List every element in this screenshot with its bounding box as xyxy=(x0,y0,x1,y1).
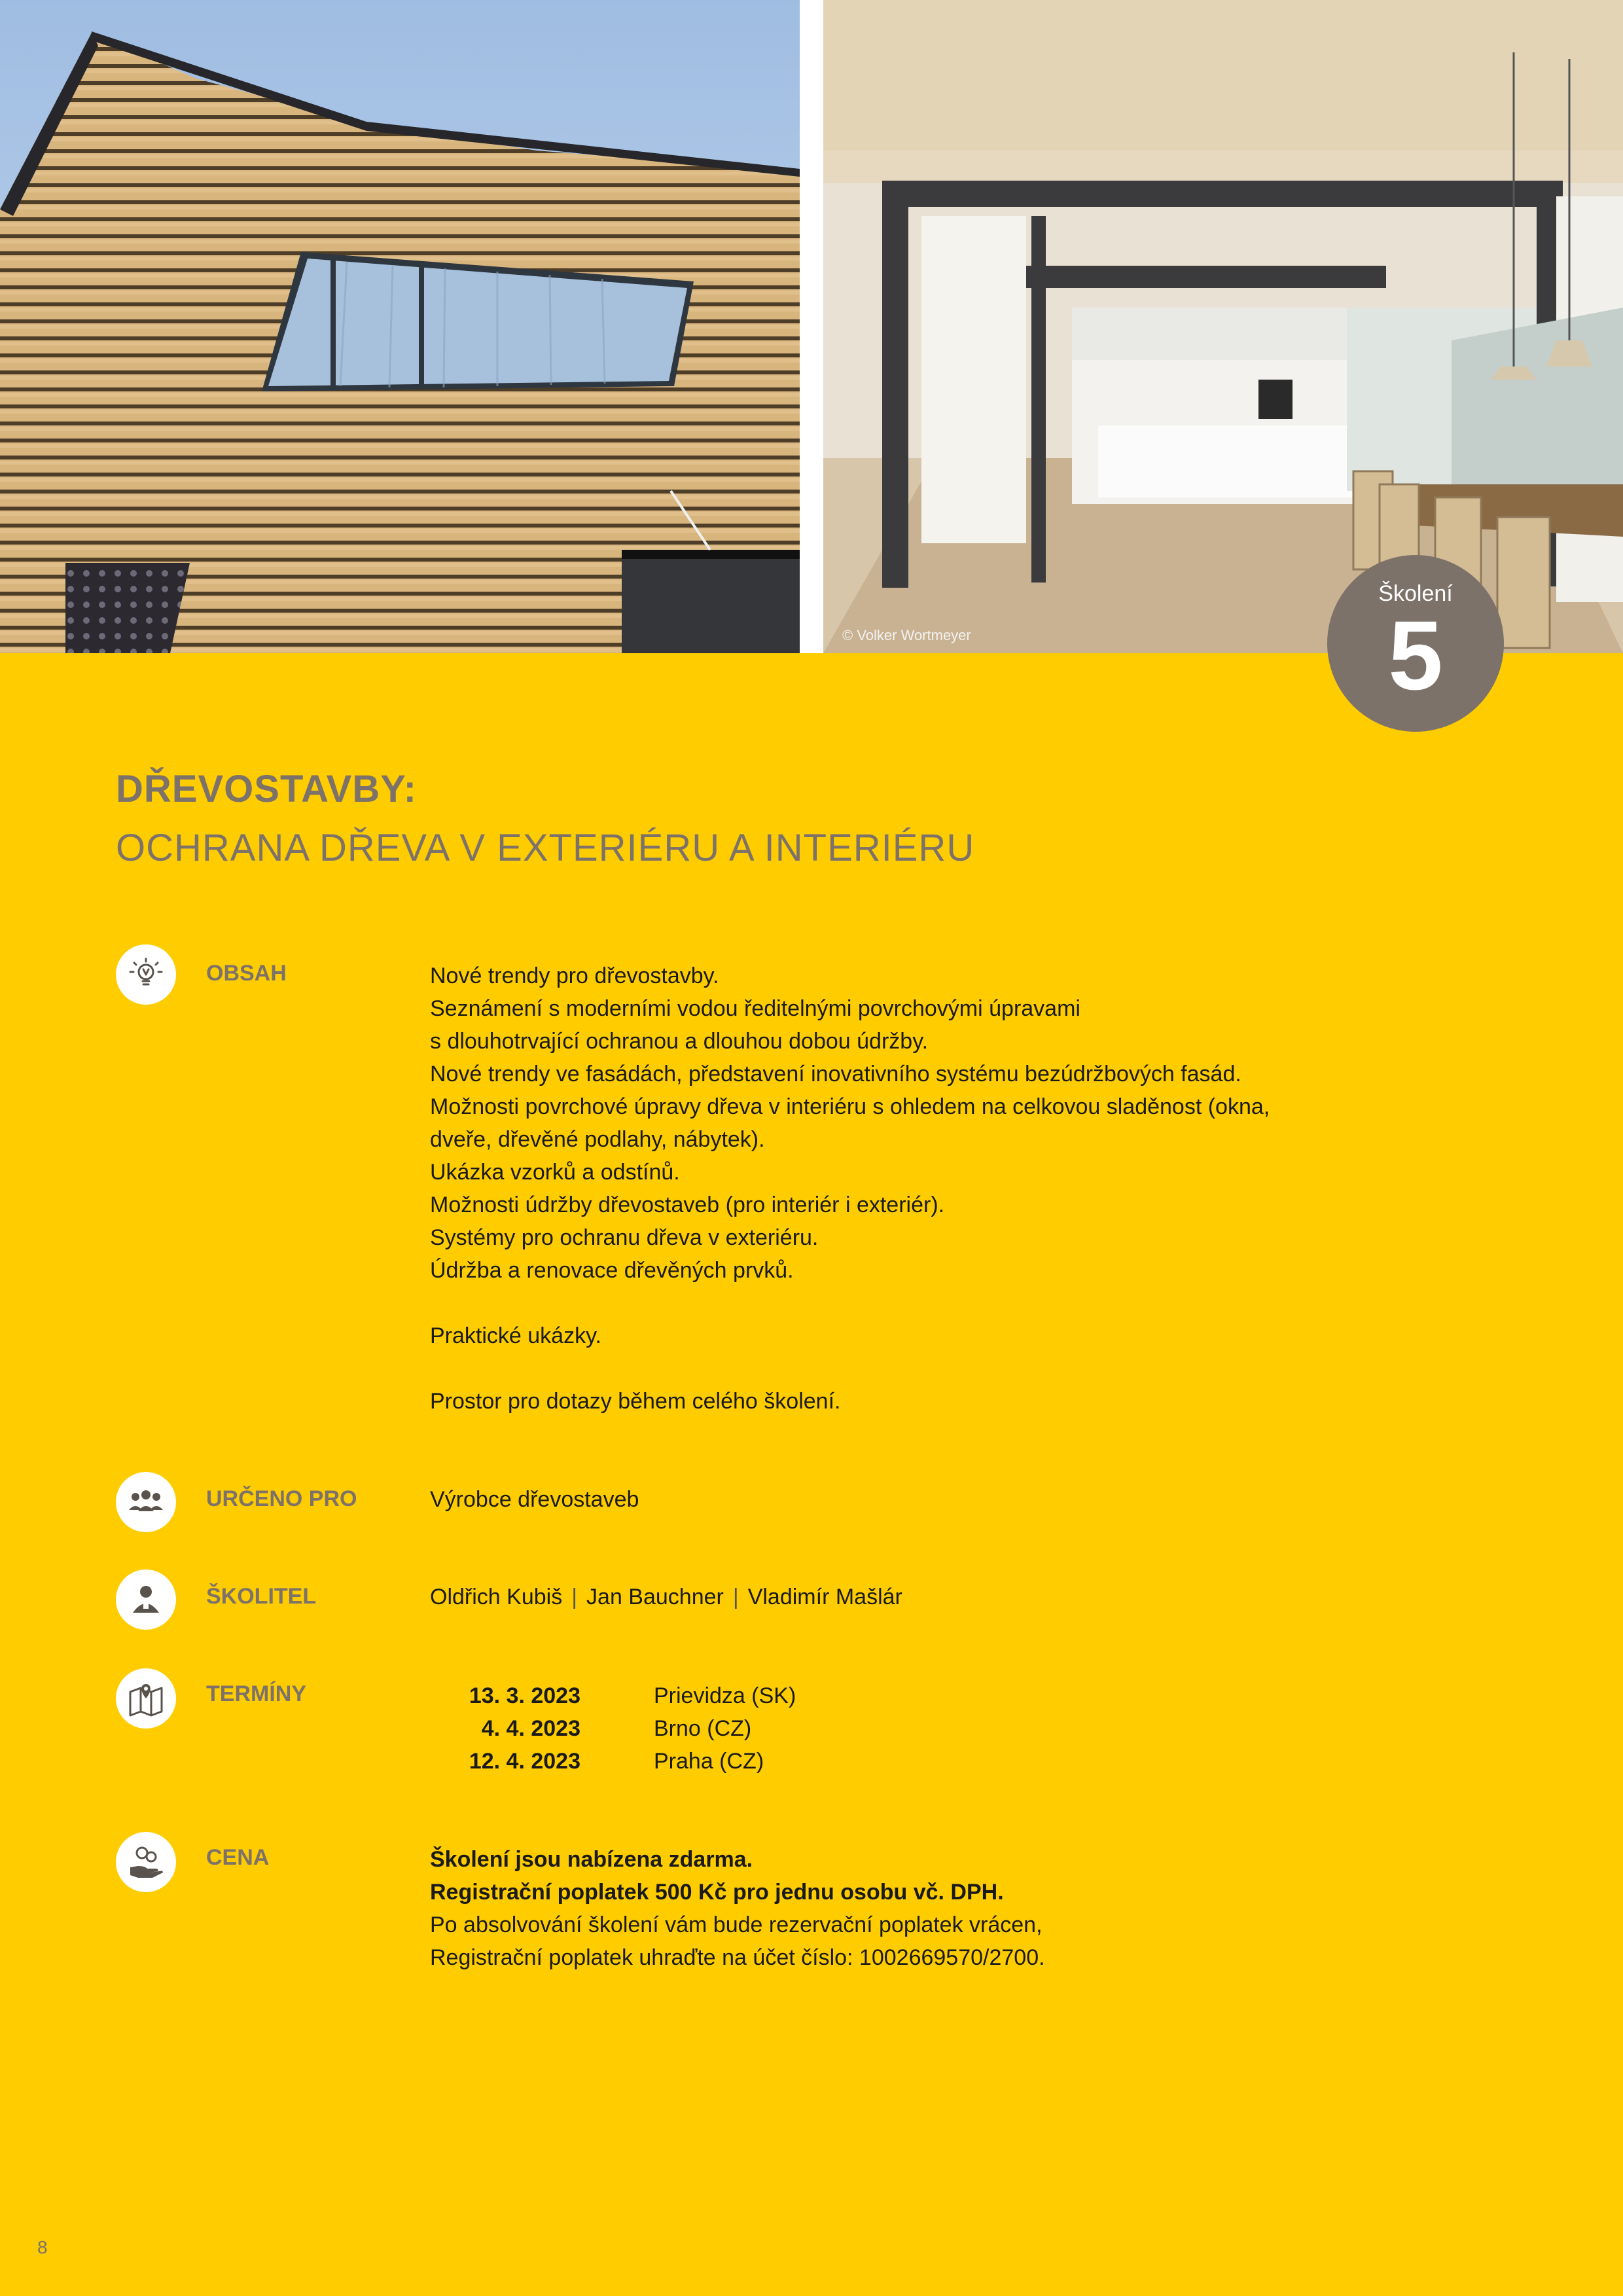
price-account: Registrační poplatek uhraďte na účet číslo: 1002669570/2700. xyxy=(430,1945,1045,1970)
content-line: Možnosti údržby dřevostaveb (pro interiér i exteriér). xyxy=(430,1193,945,1217)
trainer-icon xyxy=(116,1570,176,1630)
group-icon xyxy=(116,1472,176,1532)
content-line: Možnosti povrchové úpravy dřeva v interiéru s ohledem na celkovou sladěnost (okna, xyxy=(430,1094,1270,1119)
lightbulb-icon xyxy=(116,944,176,1005)
audience-text: Výrobce dřevostaveb xyxy=(430,1487,639,1512)
place: Prievidza (SK) xyxy=(654,1683,796,1708)
content-line: Praktické ukázky. xyxy=(430,1323,602,1348)
separator: | xyxy=(571,1585,578,1609)
separator: | xyxy=(732,1585,739,1609)
content-line: Údržba a renovace dřevěných prvků. xyxy=(430,1258,794,1283)
section-body-skolitel xyxy=(430,1581,1412,1613)
section-body-obsah xyxy=(430,960,1412,1418)
section-label-urceno: URČENO PRO xyxy=(206,1486,357,1511)
content-line: dveře, dřevěné podlahy, nábytek). xyxy=(430,1127,765,1152)
trainer-list xyxy=(430,1581,1412,1613)
section-body-urceno xyxy=(430,1483,1412,1516)
content-line: Prostor pro dotazy během celého školení. xyxy=(430,1389,841,1414)
section-label-cena: CENA xyxy=(206,1845,270,1870)
content-line: Nové trendy ve fasádách, představení inovativního systému bezúdržbových fasád. xyxy=(430,1062,1241,1086)
interior-photo xyxy=(823,0,1623,653)
section-label-obsah: OBSAH xyxy=(206,961,287,986)
page-title: DŘEVOSTAVBY: xyxy=(116,768,417,810)
map-pin-icon xyxy=(116,1668,176,1729)
place: Praha (CZ) xyxy=(654,1749,764,1774)
spacer xyxy=(430,1352,1412,1385)
badge-number: 5 xyxy=(1388,600,1443,710)
page-number: 8 xyxy=(37,2237,48,2257)
price-free: Školení jsou nabízena zdarma. xyxy=(430,1847,753,1872)
price-fee: Registrační poplatek 500 Kč pro jednu osobu vč. DPH. xyxy=(430,1880,1004,1905)
date: 12. 4. 2023 xyxy=(469,1749,580,1774)
content-line: Nové trendy pro dřevostavby. xyxy=(430,963,719,988)
content-line: s dlouhotrvající ochranou a dlouhou dobou údržby. xyxy=(430,1029,929,1054)
trainer-name: Oldřich Kubiš xyxy=(430,1585,563,1609)
training-badge xyxy=(1327,555,1504,732)
section-body-cena xyxy=(430,1843,1412,1974)
date: 13. 3. 2023 xyxy=(469,1683,580,1708)
content-line: Systémy pro ochranu dřeva v exteriéru. xyxy=(430,1225,819,1250)
photo-credit: © Volker Wortmeyer xyxy=(842,627,971,643)
content-line: Seznámení s moderními vodou ředitelnými povrchovými úpravami xyxy=(430,996,1080,1021)
photo-row xyxy=(0,0,1623,653)
badge-label: Školení xyxy=(1378,581,1453,606)
trainer-name: Jan Bauchner xyxy=(586,1585,724,1609)
spacer xyxy=(430,1287,1412,1319)
price-refund: Po absolvování školení vám bude rezervační poplatek vrácen, xyxy=(430,1912,1043,1937)
facade-photo xyxy=(0,0,800,653)
section-label-skolitel: ŠKOLITEL xyxy=(206,1584,317,1609)
place: Brno (CZ) xyxy=(654,1716,752,1741)
page-subtitle: OCHRANA DŘEVA V EXTERIÉRU A INTERIÉRU xyxy=(116,827,975,869)
content-line: Ukázka vzorků a odstínů. xyxy=(430,1160,680,1185)
section-label-terminy: TERMÍNY xyxy=(206,1681,306,1706)
money-hand-icon xyxy=(116,1832,176,1892)
date: 4. 4. 2023 xyxy=(481,1716,580,1741)
trainer-name: Vladimír Mašlár xyxy=(747,1585,902,1609)
